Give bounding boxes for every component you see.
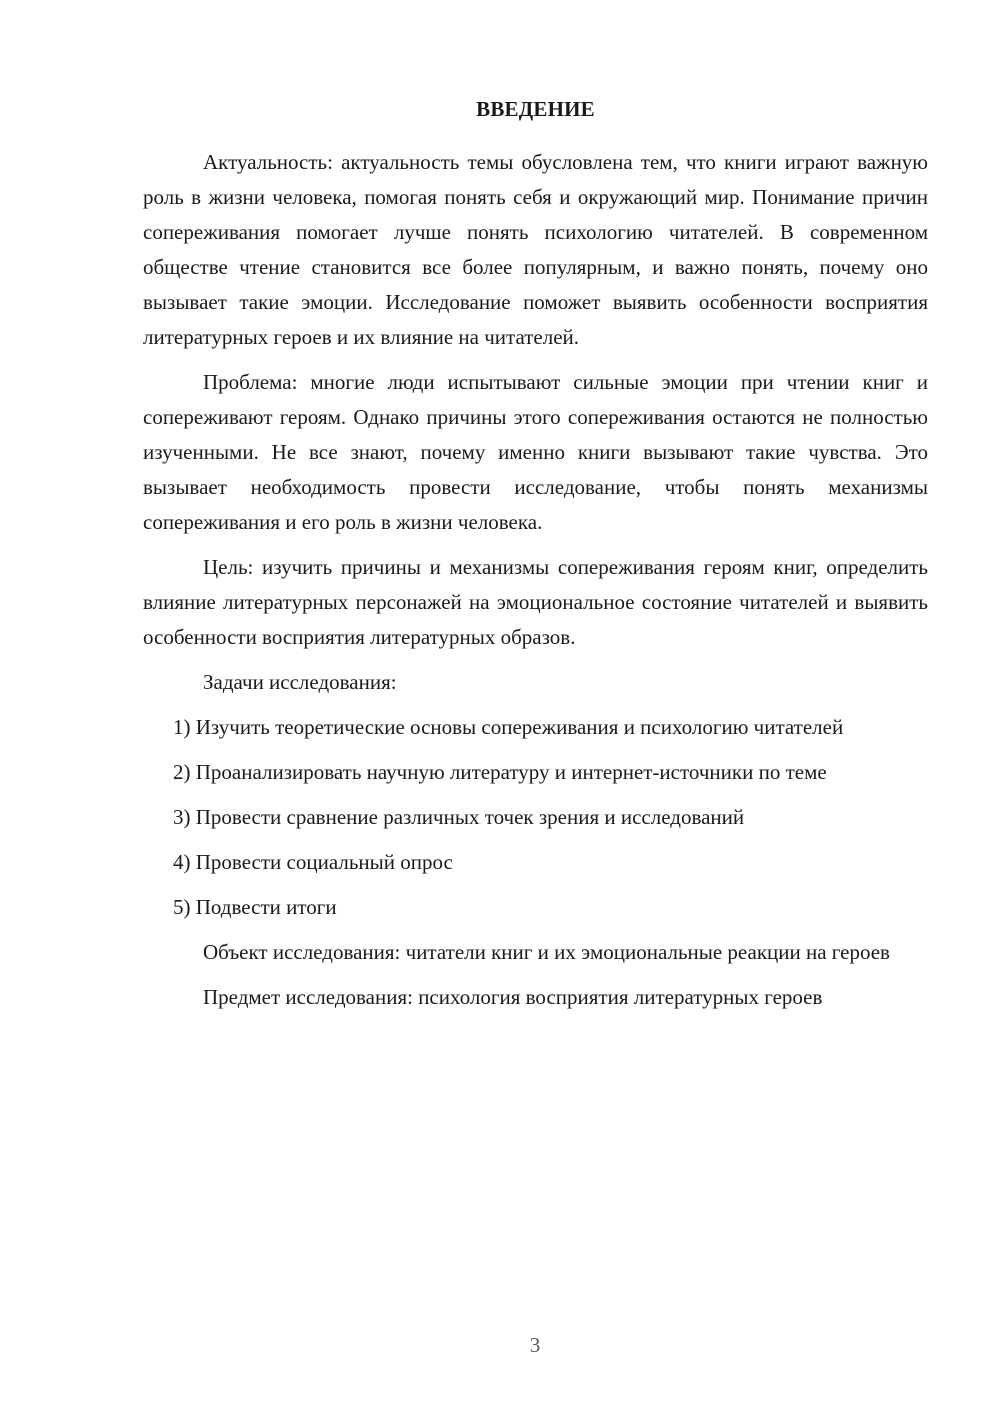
subject-paragraph: Предмет исследования: психология восприятия литературных героев [203, 985, 823, 1009]
relevance-paragraph: Актуальность: актуальность темы обусловлена тем, что книги играют важную роль в жизни человека, помогая понять себя и окружающий мир. Понимание причин сопереживания помогает лучше понять психологию читателей. В современном обществе чтение становится все более популярным, и важно понять, почему оно вызывает такие эмоции. Исследование поможет выявить особенности восприятия литературных героев и их влияние на читателей. [143, 150, 928, 349]
tasks-title: Задачи исследования: [203, 670, 397, 694]
task-item-3: 3) Провести сравнение различных точек зрения и исследований [173, 805, 745, 829]
task-item-4: 4) Провести социальный опрос [173, 850, 453, 874]
task-item-2: 2) Проанализировать научную литературу и интернет-источники по теме [173, 760, 827, 784]
goal-paragraph: Цель: изучить причины и механизмы сопереживания героям книг, определить влияние литературных персонажей на эмоциональное состояние читателей и выявить особенности восприятия литературных образов. [143, 555, 928, 649]
page-title: ВВЕДЕНИЕ [476, 97, 595, 121]
task-item-5: 5) Подвести итоги [173, 895, 337, 919]
object-paragraph: Объект исследования: читатели книг и их эмоциональные реакции на героев [203, 940, 890, 964]
page-number: 3 [529, 1333, 541, 1357]
task-item-1: 1) Изучить теоретические основы сопереживания и психологию читателей [173, 715, 844, 739]
document-page [143, 92, 928, 1025]
problem-paragraph: Проблема: многие люди испытывают сильные эмоции при чтении книг и сопереживают героям. Однако причины этого сопереживания остаются не полностью изученными. Не все знают, почему именно книги вызывают такие чувства. Это вызывает необходимость провести исследование, чтобы понять механизмы сопереживания и его роль в жизни человека. [143, 370, 928, 534]
